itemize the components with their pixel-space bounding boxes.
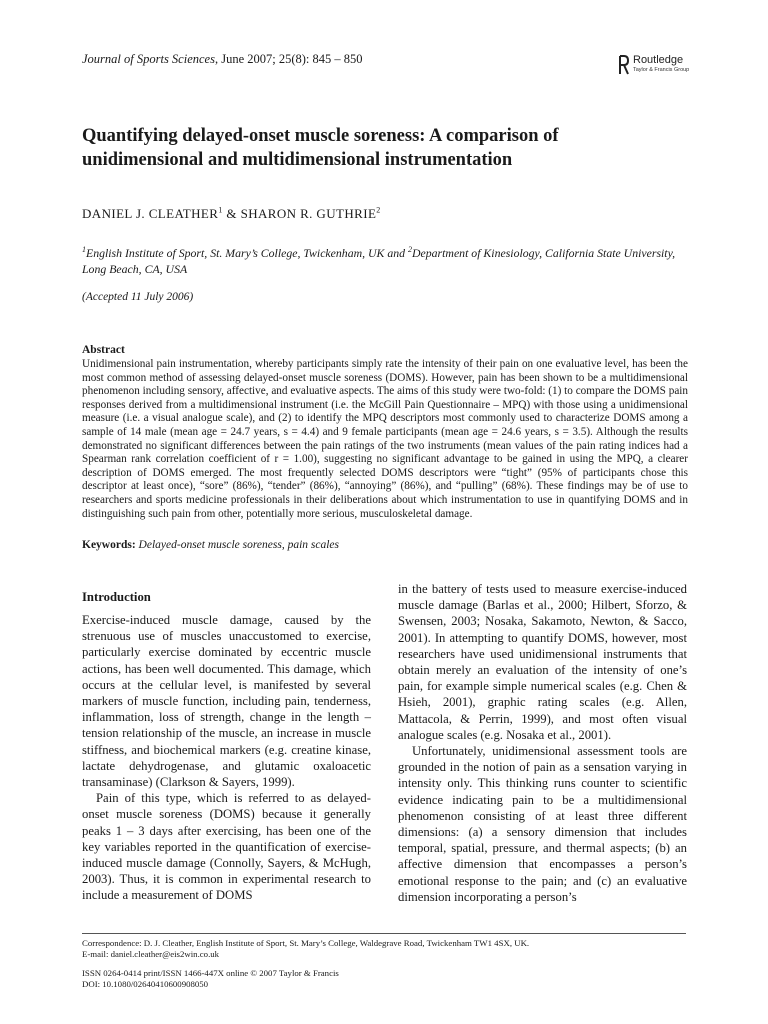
article-title: Quantifying delayed-onset muscle soreness: A comparison of unidimensional and multidimensional instrumentation xyxy=(82,126,559,170)
keywords-line xyxy=(82,539,339,551)
footnote-divider xyxy=(82,933,686,934)
keywords-label: Keywords: xyxy=(82,539,136,551)
doi-line: DOI: 10.1080/02640410600908050 xyxy=(82,979,209,989)
publication-ids xyxy=(82,968,692,990)
author-separator: & xyxy=(222,206,241,221)
issn-line: ISSN 0264-0414 print/ISSN 1466-447X online © 2007 Taylor & Francis xyxy=(82,968,339,978)
author-affil-sup: 1 xyxy=(218,205,223,215)
introduction-heading: Introduction xyxy=(82,590,151,604)
paragraph: Unfortunately, unidimensional assessment tools are grounded in the notion of pain as a sensation varying in intensity only. This thinking runs counter to scientific evidence indicating pain to be a multidimensional phenomenon consisting of at least three different dimensions: (a) a sensory dimension that includes temporal, spatial, pressure, and thermal aspects; (b) an affective dimension that encompasses a person’s emotional response to the pain; and (c) an evaluative dimension incorporating a person’s xyxy=(398,744,687,904)
author-name: DANIEL J. CLEATHER xyxy=(82,206,219,221)
routledge-r-icon xyxy=(619,55,629,75)
correspondence-email: E-mail: daniel.cleather@eis2win.co.uk xyxy=(82,949,220,959)
journal-details: , June 2007; 25(8): 845 – 850 xyxy=(214,52,363,66)
abstract-text: Unidimensional pain instrumentation, whereby participants simply rate the intensity of their pain on one evaluative level, has been the most common method of assessing delayed-onset muscle soreness (DOMS). However, pain has been shown to be a multidimensional phenomenon including sensory, affective, and evaluative aspects. The aims of this study were two-fold: (1) to compare the DOMS pain responses derived from a multidimensional instrument (i.e. the McGill Pain Questionnaire – MPQ) with those using a unidimensional measure (i.e. a visual analogue scale), and (2) to identify the MPQ descriptors most commonly used to characterize DOMS among a sample of 14 male (mean age = 24.7 years, s = 4.4) and 9 female participants (mean age = 24.6 years, s = 3.5). Although the results demonstrated no significant differences between the pain ratings of the two instruments (mean values of the pain rating indices had a Spearman rank correlation coefficient of r = 1.00), suggesting no significant advantage to be gained in using the MPQ, a clearer description of DOMS emerged. The most frequently selected DOMS descriptors were “tight” (95% of participants chose this descriptor at least once), “sore” (86%), “tender” (86%), “annoying” (86%), and “pulling” (68%). These findings may be of use to researchers and sports medicine professionals in their deliberations about which instrumentation to use in quantifying DOMS and in distinguishing such pain from other, potentially more serious, musculoskeletal damage. xyxy=(82,358,688,520)
keywords-text: Delayed-onset muscle soreness, pain scales xyxy=(135,539,340,551)
paragraph: Pain of this type, which is referred to as delayed-onset muscle soreness (DOMS) because it generally peaks 1 – 3 days after exercising, has been one of the key variables reported in the quantification of exercise-induced muscle damage (Connolly, Sayers, & McHugh, 2003). Thus, it is common in experimental research to include a measurement of DOMS xyxy=(82,791,371,903)
publisher-group: Taylor & Francis Group xyxy=(633,67,690,73)
paragraph: in the battery of tests used to measure exercise-induced muscle damage (Barlas et al., 2000; Hilbert, Sforzo, & Swensen, 2003; Nosaka, Sakamoto, Newton, & Sacco, 2001). In attempting to quantify DOMS, however, most researchers have used unidimensional instruments that obtain merely an evaluation of the intensity of one’s pain, for example simple numerical scales (e.g. Chen & Hsieh, 2001), graphic rating scales (e.g. Allen, Mattacola, & Perrin, 1999), and most often visual analogue scales (e.g. Nosaka et al., 2001). xyxy=(398,582,687,742)
accepted-date: (Accepted 11 July 2006) xyxy=(82,291,194,303)
affiliation-1: English Institute of Sport, St. Mary’s College, Twickenham, UK and xyxy=(86,246,408,260)
correspondence-note xyxy=(82,938,692,960)
affil-sup: 2 xyxy=(408,245,412,255)
affiliation-2: Department of Kinesiology, California State University, Long Beach, CA, USA xyxy=(82,246,676,276)
journal-name: Journal of Sports Sciences xyxy=(82,52,215,66)
affil-sup: 1 xyxy=(82,245,86,255)
author-affil-sup: 2 xyxy=(376,205,381,215)
author-name: SHARON R. GUTHRIE xyxy=(240,206,377,221)
publisher-name: Routledge xyxy=(633,54,684,66)
body-column-right xyxy=(398,581,687,905)
affiliations xyxy=(82,245,692,277)
journal-citation xyxy=(82,52,363,67)
publisher-logo xyxy=(619,55,691,77)
paragraph: Exercise-induced muscle damage, caused by the strenuous use of muscles unaccustomed to exercise, particularly exercise dominated by eccentric muscle actions, has been well documented. This damage, which occurs at the cellular level, is manifested by several markers of muscle function, including pain, tenderness, inflammation, loss of strength, change in the length – tension relationship of the muscle, an increase in muscle stiffness, and biochemical markers (e.g. creatine kinase, lactate dehydrogenase, and glutamic oxaloacetic transaminase) (Clarkson & Sayers, 1999). xyxy=(82,613,371,790)
author-line xyxy=(82,206,381,222)
abstract-heading: Abstract xyxy=(82,344,125,356)
correspondence-address: Correspondence: D. J. Cleather, English Institute of Sport, St. Mary’s College, Waldegrave Road, Twickenham TW1 4SX, UK. xyxy=(82,938,530,948)
body-column-left xyxy=(82,612,371,904)
